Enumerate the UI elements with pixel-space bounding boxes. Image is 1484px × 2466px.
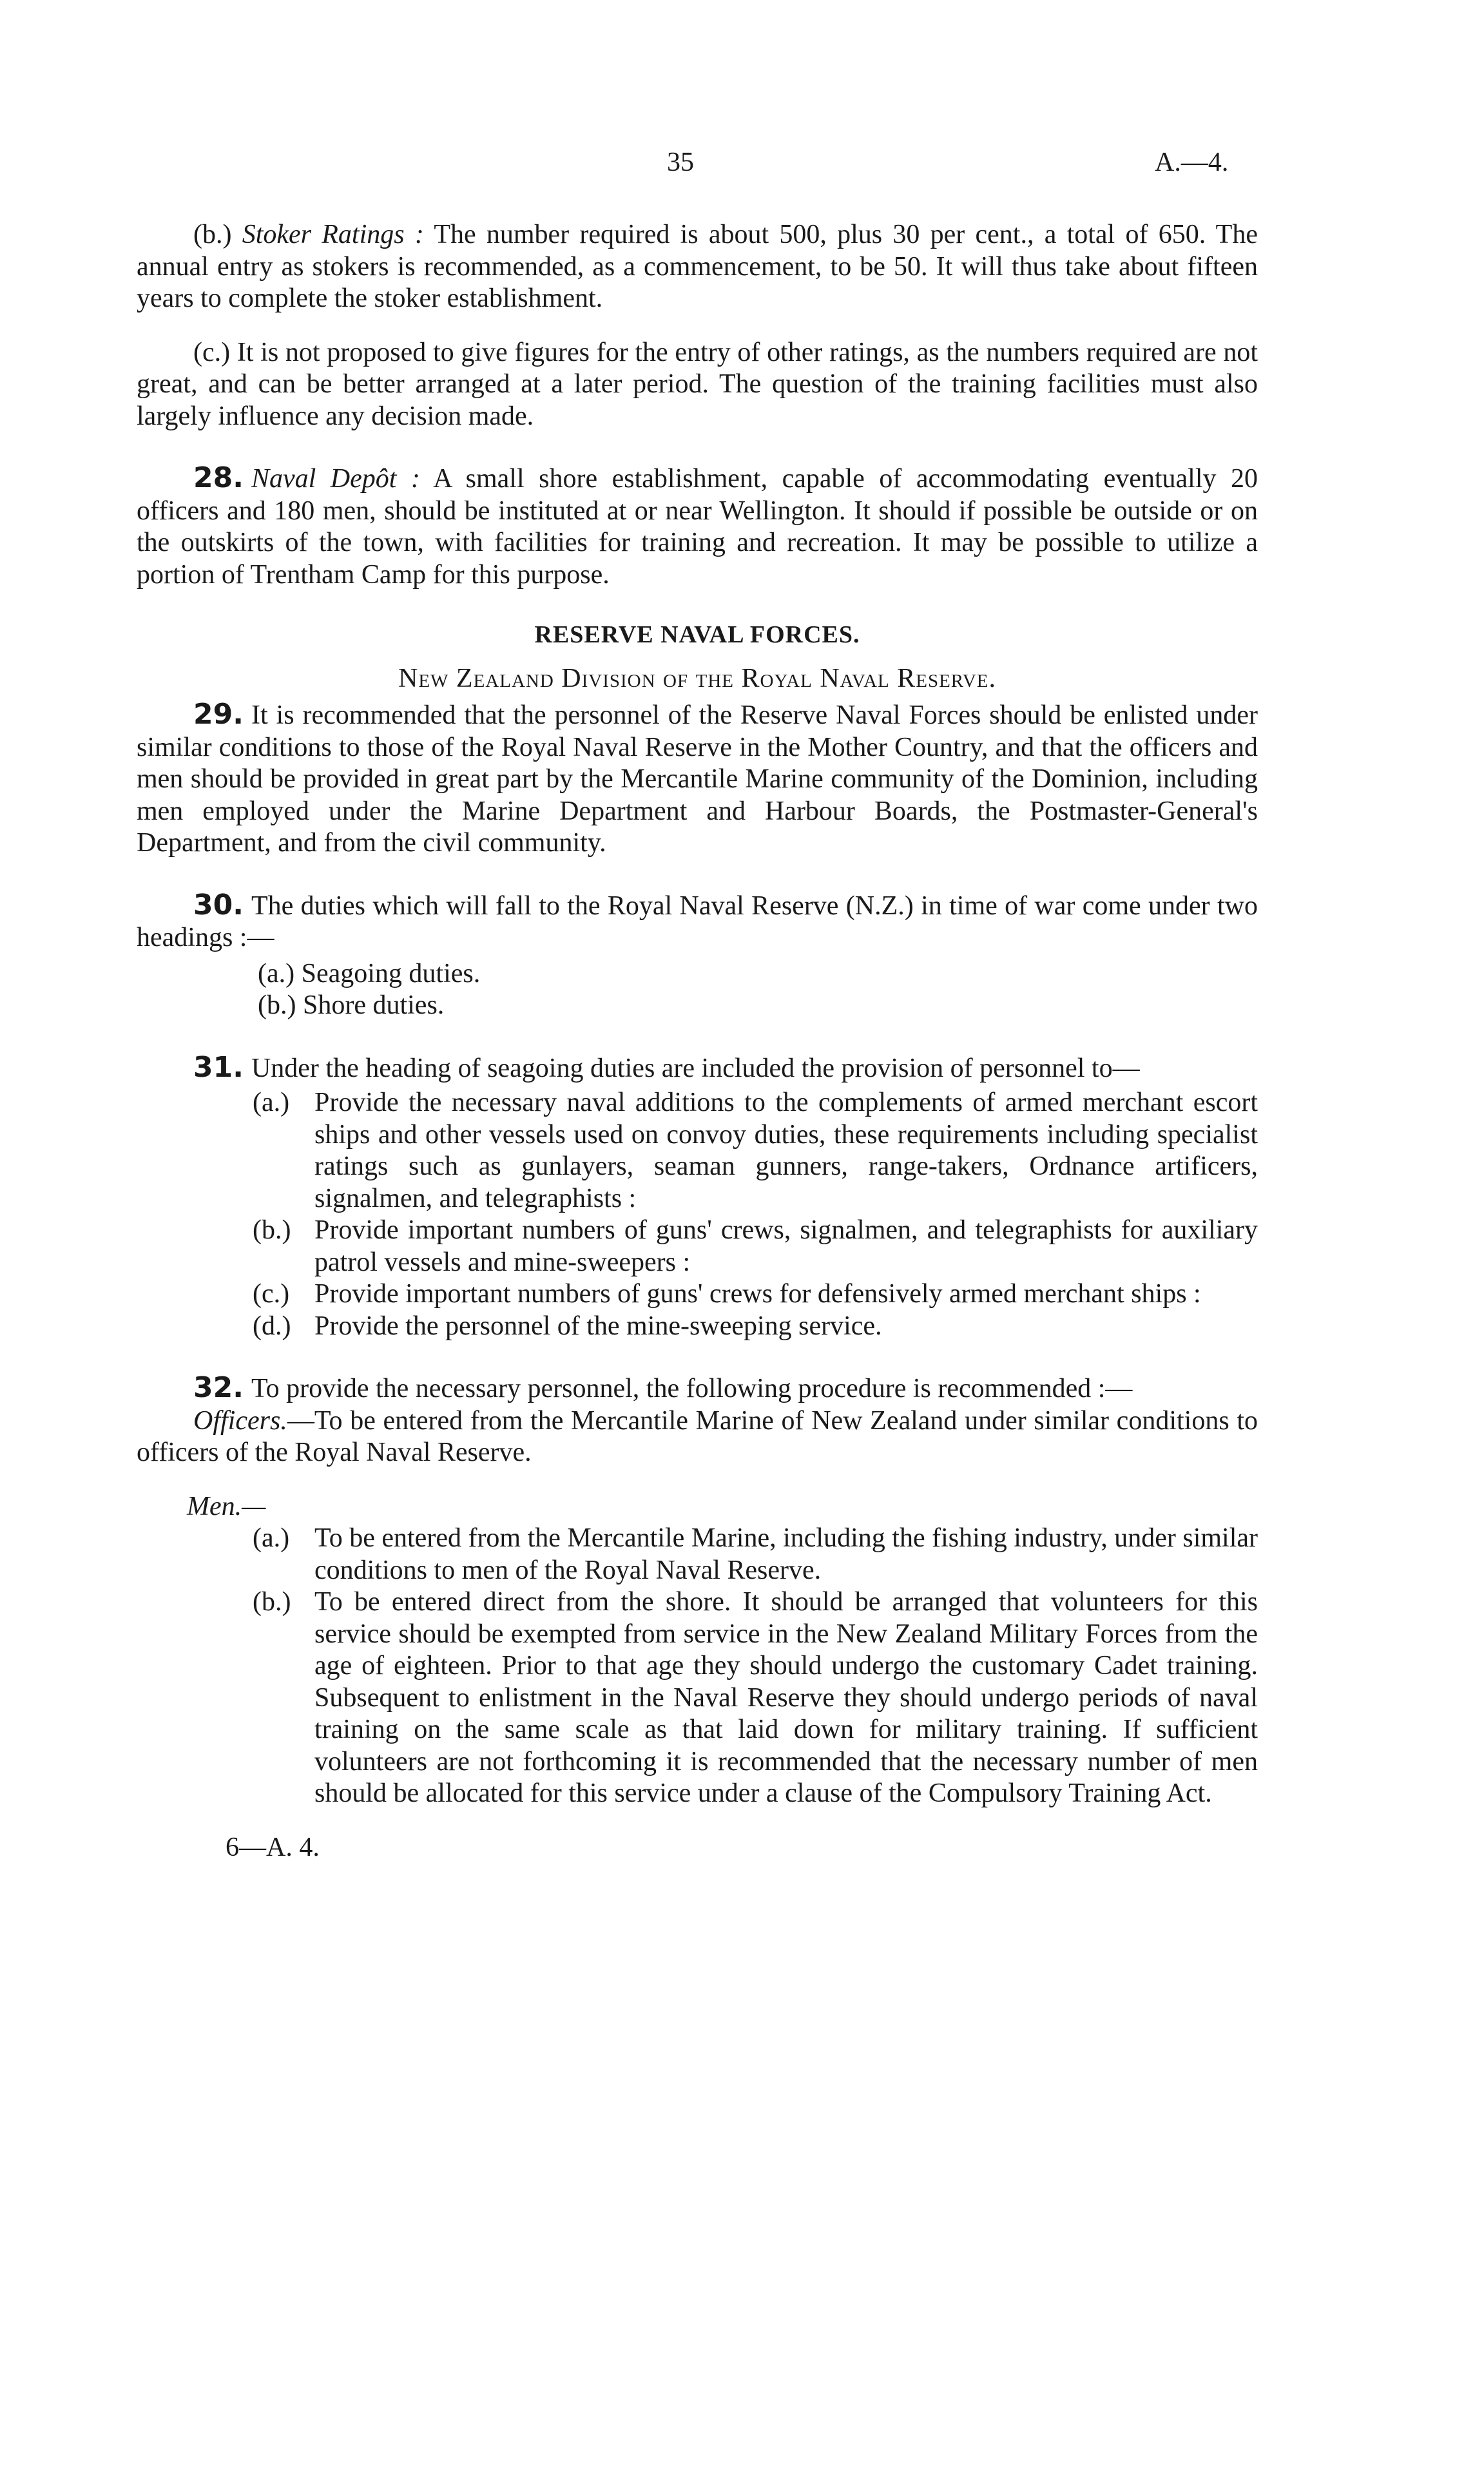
item-text: Shore duties.: [302, 990, 445, 1020]
list-item: [258, 990, 1258, 1022]
item-label: (b.): [253, 1587, 291, 1617]
other-ratings-text: (c.) It is not proposed to give figures for the entry of other ratings, as the numbers required are not great, and can be better arranged at a later period. The question of the training facilities must also largely influence any decision made.: [137, 337, 1258, 431]
paragraph-30-text: The duties which will fall to the Royal Naval Reserve (N.Z.) in time of war come under two headings :—: [137, 891, 1258, 952]
paragraph-number: 28.: [193, 461, 244, 494]
list-item: [137, 1311, 1258, 1343]
page-number: 35: [667, 148, 694, 177]
list-item: [258, 958, 1258, 990]
naval-depot-title: Naval Depôt :: [251, 464, 420, 494]
item-label: (b.): [253, 1215, 291, 1245]
list-item: [137, 1215, 1258, 1278]
item-label: (a.): [258, 958, 295, 988]
item-label: (b.): [193, 220, 232, 249]
document-body: [137, 219, 1258, 1864]
paragraph-31: [137, 1052, 1258, 1085]
paragraph-29: [137, 698, 1258, 860]
officers-text: —To be entered from the Mercantile Marine of New Zealand under similar conditions to officers of the Royal Naval Reserve.: [137, 1405, 1258, 1467]
page-header: [0, 147, 1484, 186]
stoker-ratings-title: Stoker Ratings :: [242, 220, 424, 249]
item-text: Provide important numbers of guns' crews, signalmen, and telegraphists for auxiliary patrol vessels and mine-sweepers :: [314, 1215, 1258, 1277]
paragraph-other-ratings: [137, 337, 1258, 433]
paragraph-31-text: Under the heading of seagoing duties are included the provision of personnel to—: [251, 1053, 1140, 1083]
list-item: [137, 1523, 1258, 1586]
paragraph-32: [137, 1372, 1258, 1405]
stoker-ratings-text: The number required is about 500, plus 30 per cent., a total of 650. The annual entry as stokers is recommended, as a commencement, to be 50. It will thus take about fifteen years to complete the stoker establishment.: [137, 220, 1258, 313]
list-item: [137, 1278, 1258, 1311]
item-text: To be entered direct from the shore. It should be arranged that volunteers for this service should be exempted from service in the New Zealand Military Forces from the age of eighteen. Prior to that age they should undergo the customary Cadet training. Subsequent to enlistment in the Naval Reserve they should undergo periods of naval training on the same scale as that laid down for military training. If sufficient volunteers are not forthcoming it is recommended that the necessary number of men should be allocated for this service under a clause of the Compulsory Training Act.: [314, 1587, 1258, 1808]
paragraph-30-list: [137, 958, 1258, 1022]
paragraph-32-text: To provide the necessary personnel, the following procedure is recommended :—: [251, 1374, 1133, 1403]
paragraph-28: [137, 462, 1258, 591]
paragraph-number: 29.: [193, 698, 244, 731]
item-text: Provide the necessary naval additions to the complements of armed merchant escort ships and other vessels used on convoy duties, these requirements including specialist ratings such as gunlayers, seaman gunners, range-takers, Ordnance artificers, signalmen, and telegraphists :: [314, 1088, 1258, 1213]
section-subheading: New Zealand Division of the Royal Naval Reserve.: [398, 663, 996, 693]
item-text: Provide important numbers of guns' crews for defensively armed merchant ships :: [314, 1279, 1201, 1309]
paragraph-number: 32.: [193, 1371, 244, 1404]
list-item: [137, 1586, 1258, 1810]
item-label: (a.): [253, 1523, 290, 1553]
paragraph-30: [137, 889, 1258, 954]
paragraph-number: 31.: [193, 1050, 244, 1084]
section-heading: RESERVE NAVAL FORCES.: [534, 621, 860, 648]
officers-label: Officers.: [193, 1405, 287, 1436]
officers-paragraph: [137, 1405, 1258, 1469]
paragraph-number: 30.: [193, 888, 244, 921]
paragraph-stoker-ratings: [137, 219, 1258, 315]
item-label: (a.): [253, 1088, 290, 1117]
paragraph-28-text: A small shore establishment, capable of accommodating eventually 20 officers and 180 men, should be instituted at or near Wellington. It should if possible be outside or on the outskirts of the town, with facilities for training and recreation. It may be possible to utilize a portion of Trentham Camp for this purpose.: [137, 464, 1258, 590]
item-label: (d.): [253, 1311, 291, 1341]
item-text: Seagoing duties.: [301, 958, 481, 988]
signature-mark: 6—A. 4.: [226, 1832, 320, 1862]
item-text: To be entered from the Mercantile Marine, including the fishing industry, under similar conditions to men of the Royal Naval Reserve.: [314, 1523, 1258, 1585]
men-label: Men.—: [187, 1491, 266, 1521]
item-text: Provide the personnel of the mine-sweeping service.: [314, 1311, 882, 1341]
paragraph-29-text: It is recommended that the personnel of the Reserve Naval Forces should be enlisted under similar conditions to those of the Royal Naval Reserve in the Mother Country, and that the officers and men should be provided in great part by the Mercantile Marine community of the Dominion, including men employed under the Marine Department and Harbour Boards, the Postmaster-General's Department, and from the civil community.: [137, 700, 1258, 858]
paragraph-31-list: [137, 1087, 1258, 1342]
paragraph-32-men-list: [137, 1523, 1258, 1810]
document-reference: A.—4.: [1155, 148, 1229, 177]
item-label: (c.): [253, 1279, 290, 1309]
list-item: [137, 1087, 1258, 1215]
item-label: (b.): [258, 990, 296, 1020]
